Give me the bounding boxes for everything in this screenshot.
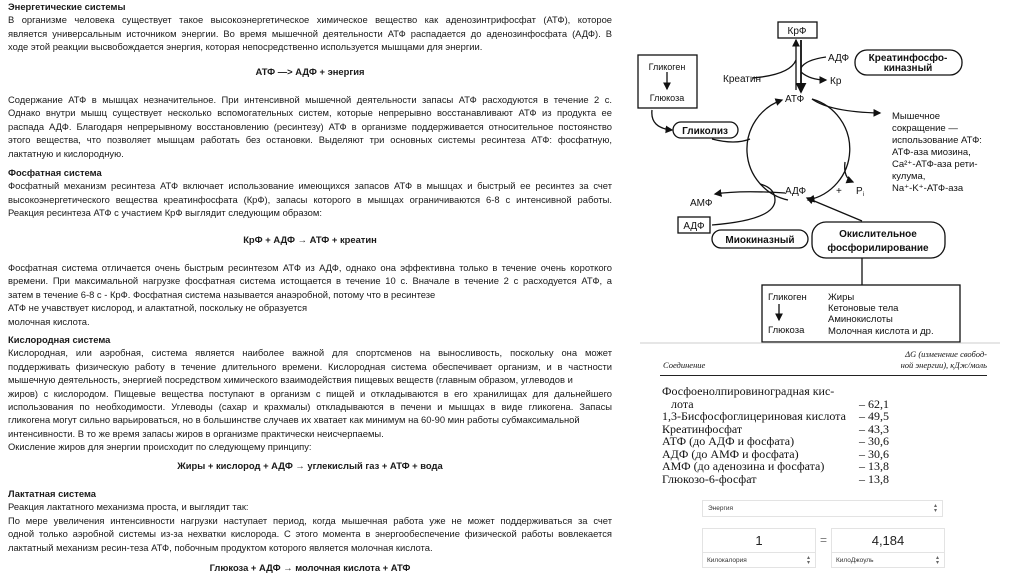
text-line: этого вещества, что позволяет мышцам работать без остановки. Выделяют три основных системы ресинтеза АТФ: фосфатную, (8, 134, 612, 146)
text-line: Окисление жиров для энергии происходит по следующему принципу: (8, 441, 312, 453)
text-line: Содержание АТФ в мышцах незначительное. При интенсивной мышечной деятельности запасы АТФ расходуются в течение 2 с. (8, 94, 612, 105)
svg-text:Ca²⁺-АТФ-аза рети-: Ca²⁺-АТФ-аза рети- (892, 159, 978, 170)
compound-name: Фосфоенолпировиноградная кис- (662, 384, 835, 398)
oxphos-label: Окислительное (839, 229, 917, 240)
text-line: лактатный механизм ресин-теза АТФ, побочным продуктом которого является молочная кислота. (8, 541, 433, 553)
text-line: Однако внутри мышц существует несколько вспомогательных систем, которые непрерывно восстанавливают АТФ из продукта ее (8, 107, 612, 119)
from-value-input[interactable]: 1 (703, 529, 815, 553)
text-line: времени. При максимальной нагрузке фосфатная система истощается в течение 10 с. Вначале в течение 2 с расходуется АТФ, а (8, 275, 612, 287)
text-line: затем в течение 6-8 с - КрФ. Фосфатная система называется анаэробной, потому что в ресинтезе (8, 288, 436, 300)
text-line: использования по необходимости. Углеводы (сахар и крахмалы) откладываются в печени и мышцах в виде гликогена. Запасы (8, 400, 612, 412)
to-value-input[interactable]: 4,184 (832, 529, 944, 553)
compound-name: АДФ (до АМФ и фосфата) (662, 446, 799, 461)
text-line: гликогена могут сильно варьироваться, но в большинстве случаев их хватает как минимум на 60-90 мин работы субмаксимальной (8, 414, 580, 426)
to-unit-box (831, 528, 945, 568)
oxphos-label: фосфорилирование (827, 243, 929, 254)
adp-label: АДФ (785, 186, 807, 197)
amp-label: АМФ (690, 198, 713, 209)
krf-label: КрФ (787, 26, 807, 37)
svg-text:Мышечное: Мышечное (892, 111, 941, 122)
text-line: По мере увеличения интенсивности нагрузки наступает период, когда мышечная работа уже не может поддерживаться за счет (8, 514, 612, 526)
text-line: Реакция ресинтеза АТФ с участием КрФ выглядит следующим образом: (8, 207, 322, 219)
to-unit-select[interactable]: КилоДжоуль ▴ ▾ (836, 555, 939, 566)
section-heading: Фосфатная система (8, 167, 102, 178)
compound-name: АМФ (до аденозина и фосфата) (662, 459, 825, 473)
svg-text:использование АТФ:: использование АТФ: (892, 135, 982, 146)
formula-atp: АТФ —> АДФ + энергия (255, 66, 365, 77)
svg-text:кулума,: кулума, (892, 171, 926, 182)
creatine-label: Креатин (723, 74, 761, 85)
adp-box-label: АДФ (683, 221, 705, 232)
dg-value: – 13,8 (859, 459, 889, 473)
table-rule (660, 375, 987, 376)
dg-value: – 62,1 (859, 396, 889, 411)
text-line: АТФ не учавствует кислород, и алактатной, поскольку не образуется (8, 302, 308, 314)
col-header-dg: ΔG (изменение свобод- ной энергии), кДж/моль (900, 349, 987, 370)
equals-sign: = (820, 533, 828, 547)
muscle-contraction-text (892, 111, 982, 194)
text-line: Фосфатный механизм ресинтеза АТФ включает использование имеющихся запасов АТФ в мышцах и быстрый ее ресинтез за счет (8, 180, 612, 192)
compound-name: лота (662, 396, 694, 411)
updown-icon: ▴ ▾ (933, 503, 937, 514)
dg-value: – 30,6 (859, 434, 889, 448)
glycolysis-label: Гликолиз (682, 126, 728, 137)
text-line: жиров) с кислородом. Пищевые вещества поступают в организм с пищей и откладываются в его хранилищах для дальнейшего (8, 387, 612, 399)
dg-value: – 30,6 (859, 446, 889, 461)
source-glycogen: Гликоген (768, 292, 807, 303)
doc-title: Энергетические системы (8, 1, 126, 12)
compound-name: 1,3-Бисфосфоглицериновая кислота (662, 409, 846, 423)
dg-value: – 43,3 (859, 421, 889, 436)
text-line: В организме человека существует такое высокоэнергетическое химическое вещество как аденозинтрифосфат (АТФ), которое (8, 14, 612, 26)
text-line: поддерживать физическую работу в течение длительного времени. Кислородная система обеспечивает организм, и в частности (8, 360, 612, 372)
kr-label: Кр (830, 76, 842, 87)
dg-value: – 49,5 (859, 409, 889, 423)
formula-creatine: КрФ + АДФ → АТФ + креатин (243, 234, 377, 245)
section-heading: Кислородная система (8, 334, 111, 345)
text-line: мышечную деятельность, энергией посредством химического взаимодействия пищевых веществ (главным образом, углеводов и (8, 374, 573, 386)
updown-icon: ▴ ▾ (806, 555, 810, 566)
unit-category-select[interactable]: Энергия ▴ ▾ (702, 500, 943, 517)
section-heading: Лактатная система (8, 488, 96, 499)
text-line: Реакция лактатного механизма проста, и выглядит так: (8, 501, 249, 513)
source-item: Молочная кислота и др. (828, 326, 934, 337)
text-line: одной только аэробной системы из-за нехватки кислорода. С этого момента в энергообеспечение физической работы вовлекается (8, 528, 612, 540)
text-line: интенсивности. В то же время запасы жиров в организме практически неисчерпаемы. (8, 427, 384, 439)
svg-text:сокращение —: сокращение — (892, 123, 958, 134)
pi-label: $P_i$ (856, 186, 865, 198)
dg-value: – 13,8 (859, 471, 889, 486)
col-header-compound: Соединение (663, 360, 706, 370)
svg-text:АТФ-аза миозина,: АТФ-аза миозина, (892, 147, 971, 158)
oxygen-section (8, 333, 612, 454)
atp-label: АТФ (785, 94, 805, 105)
glycogen-label: Гликоген (648, 62, 686, 72)
source-item: Аминокислоты (828, 314, 893, 325)
text-line: лактатную и кислородную. (8, 147, 124, 159)
text-line: распада АДФ. Благодаря непрерывному восстановлению (ресинтезу) АТФ в организме поддерживается относительное постоянство (8, 120, 612, 132)
glucose-label: Глюкоза (649, 93, 685, 103)
ck-label: киназный (883, 63, 933, 74)
source-item: Кетоновые тела (828, 303, 899, 314)
source-item: Жиры (828, 292, 855, 303)
adp-top-label: АДФ (828, 53, 850, 64)
formula-fats: Жиры + кислород + АДФ → углекислый газ + АТФ + вода (177, 460, 443, 471)
text-line: Фосфатная система отличается очень быстрым ресинтезом АТФ из АДФ, однако она эффективна только в течение очень короткого (8, 262, 612, 273)
text-line: ходе этой реакции высвобождается энергия, которая непосредственно используется мышцами для энергии. (8, 41, 483, 53)
myokinase-label: Миокиназный (725, 235, 795, 246)
compound-name: Глюкозо-6-фосфат (662, 471, 757, 486)
from-unit-select[interactable]: Килокалория ▴ ▾ (707, 555, 810, 566)
compound-name: Креатинфосфат (662, 421, 743, 436)
updown-icon: ▴ ▾ (935, 555, 939, 566)
table-row (662, 471, 889, 486)
svg-text:Na⁺-K⁺-АТФ-аза: Na⁺-K⁺-АТФ-аза (892, 183, 964, 194)
source-glucose: Глюкоза (768, 325, 805, 336)
text-line: высокоэнергетического вещества креатинфосфата (КрФ), запасы которого в мышцах ограничиваются 6-8 с интенсивной работы. (8, 193, 612, 205)
plus-label: + (836, 186, 842, 197)
from-unit-box (702, 528, 816, 568)
lactate-section (8, 487, 612, 554)
text-line: является универсальным источником энергии. Во время мышечной деятельности АТФ распадается до аденозинфосфата (АДФ). В (8, 27, 612, 39)
compound-name: АТФ (до АДФ и фосфата) (662, 434, 795, 448)
formula-glucose: Глюкоза + АДФ → молочная кислота + АТФ (209, 562, 411, 573)
text-line: молочная кислота. (8, 315, 90, 327)
text-line: Кислородная, или аэробная, система является наиболее важной для спортсменов на выносливость, поскольку она может (8, 347, 612, 359)
ck-label: Креатинфосфо- (868, 53, 948, 64)
